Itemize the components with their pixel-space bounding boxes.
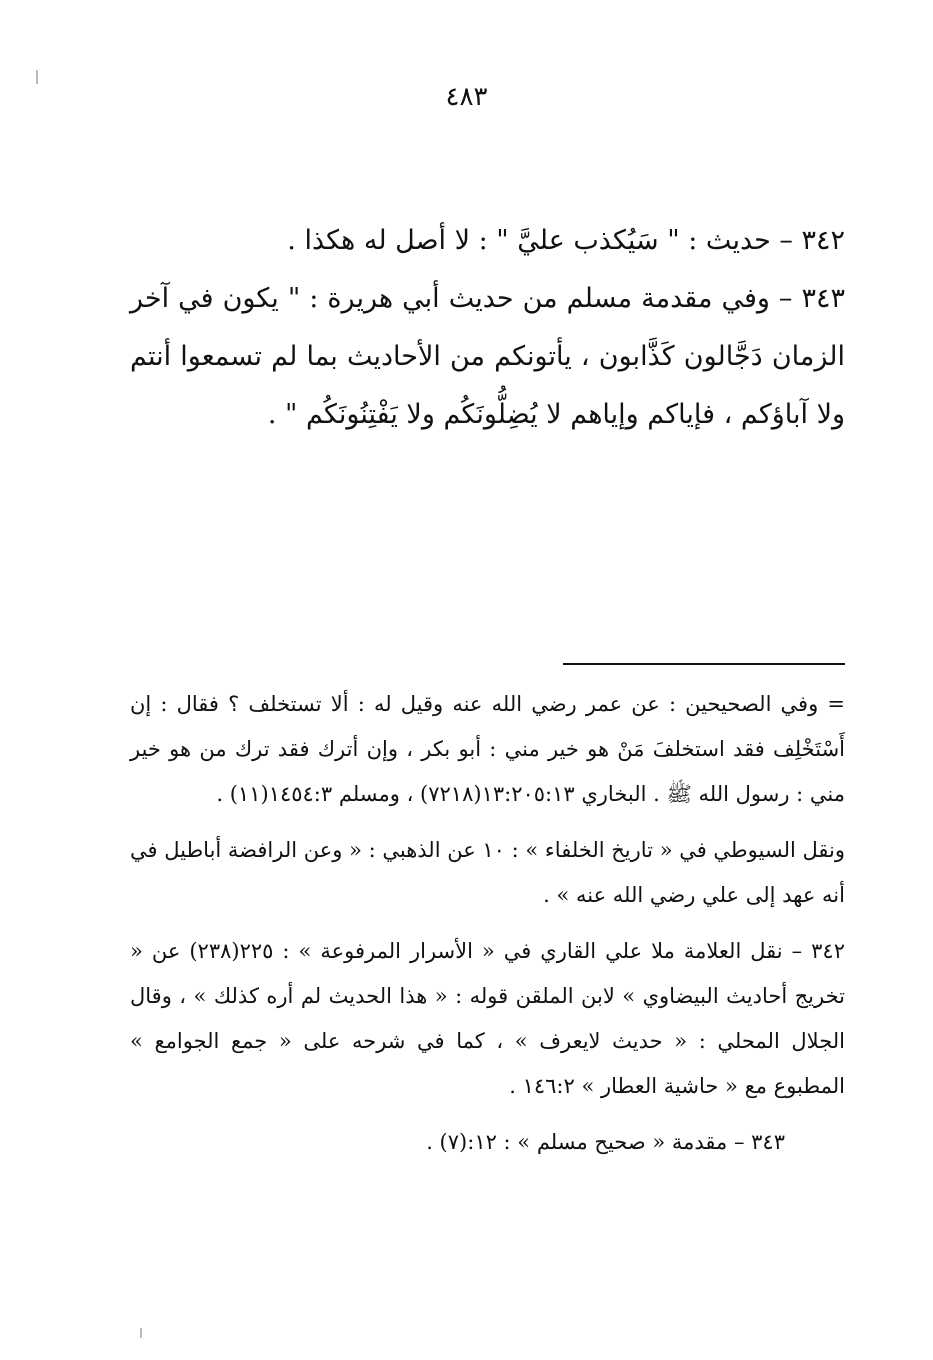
entry-342: ٣٤٢ – حديث : " سَيُكذب عليَّ " : لا أصل له هكذا . — [287, 225, 845, 256]
footnotes — [130, 682, 845, 1176]
footnote-separator — [563, 663, 845, 665]
main-text — [130, 212, 845, 444]
scan-mark — [36, 70, 38, 84]
footnote-continuation: = وفي الصحيحين : عن عمر رضي الله عنه وقيل له : ألا تستخلف ؟ فقال : إن أَسْتَخْلِف فقد استخلفَ مَنْ هو خير مني : أبو بكر ، وإن أترك فقد ترك من هو خير مني : رسول الله ﷺ . البخاري ١٣:٢٠٥:١٣(٧٢١٨) ، ومسلم ١٤٥٤:٣(١١) . — [130, 692, 845, 806]
footnote-343: ٣٤٣ – مقدمة « صحيح مسلم » : ١٢:(٧) . — [426, 1130, 785, 1154]
page-number: ٤٨٣ — [445, 82, 488, 112]
scan-mark — [140, 1328, 142, 1338]
entry-343: ٣٤٣ – وفي مقدمة مسلم من حديث أبي هريرة : " يكون في آخر الزمان دَجَّالون كَذَّابون ، يأتونكم من الأحاديث بما لم تسمعوا أنتم ولا آباؤكم ، فإياكم وإياهم لا يُضِلُّونَكُم ولا يَفْتِنُونَكُم " . — [130, 283, 845, 430]
footnote-342: ٣٤٢ – نقل العلامة ملا علي القاري في « الأسرار المرفوعة » : ٢٢٥(٢٣٨) عن « تخريج أحاديث البيضاوي » لابن الملقن قوله : « هذا الحديث لم أره كذلك » ، وقال الجلال المحلي : « حديث لايعرف » ، كما في شرحه على « جمع الجوامع » المطبوع مع « حاشية العطار » ١٤٦:٢ . — [130, 939, 845, 1098]
footnote-suyuti: ونقل السيوطي في « تاريخ الخلفاء » : ١٠ عن الذهبي : « وعن الرافضة أباطيل في أنه عهد إلى علي رضي الله عنه » . — [130, 838, 845, 907]
